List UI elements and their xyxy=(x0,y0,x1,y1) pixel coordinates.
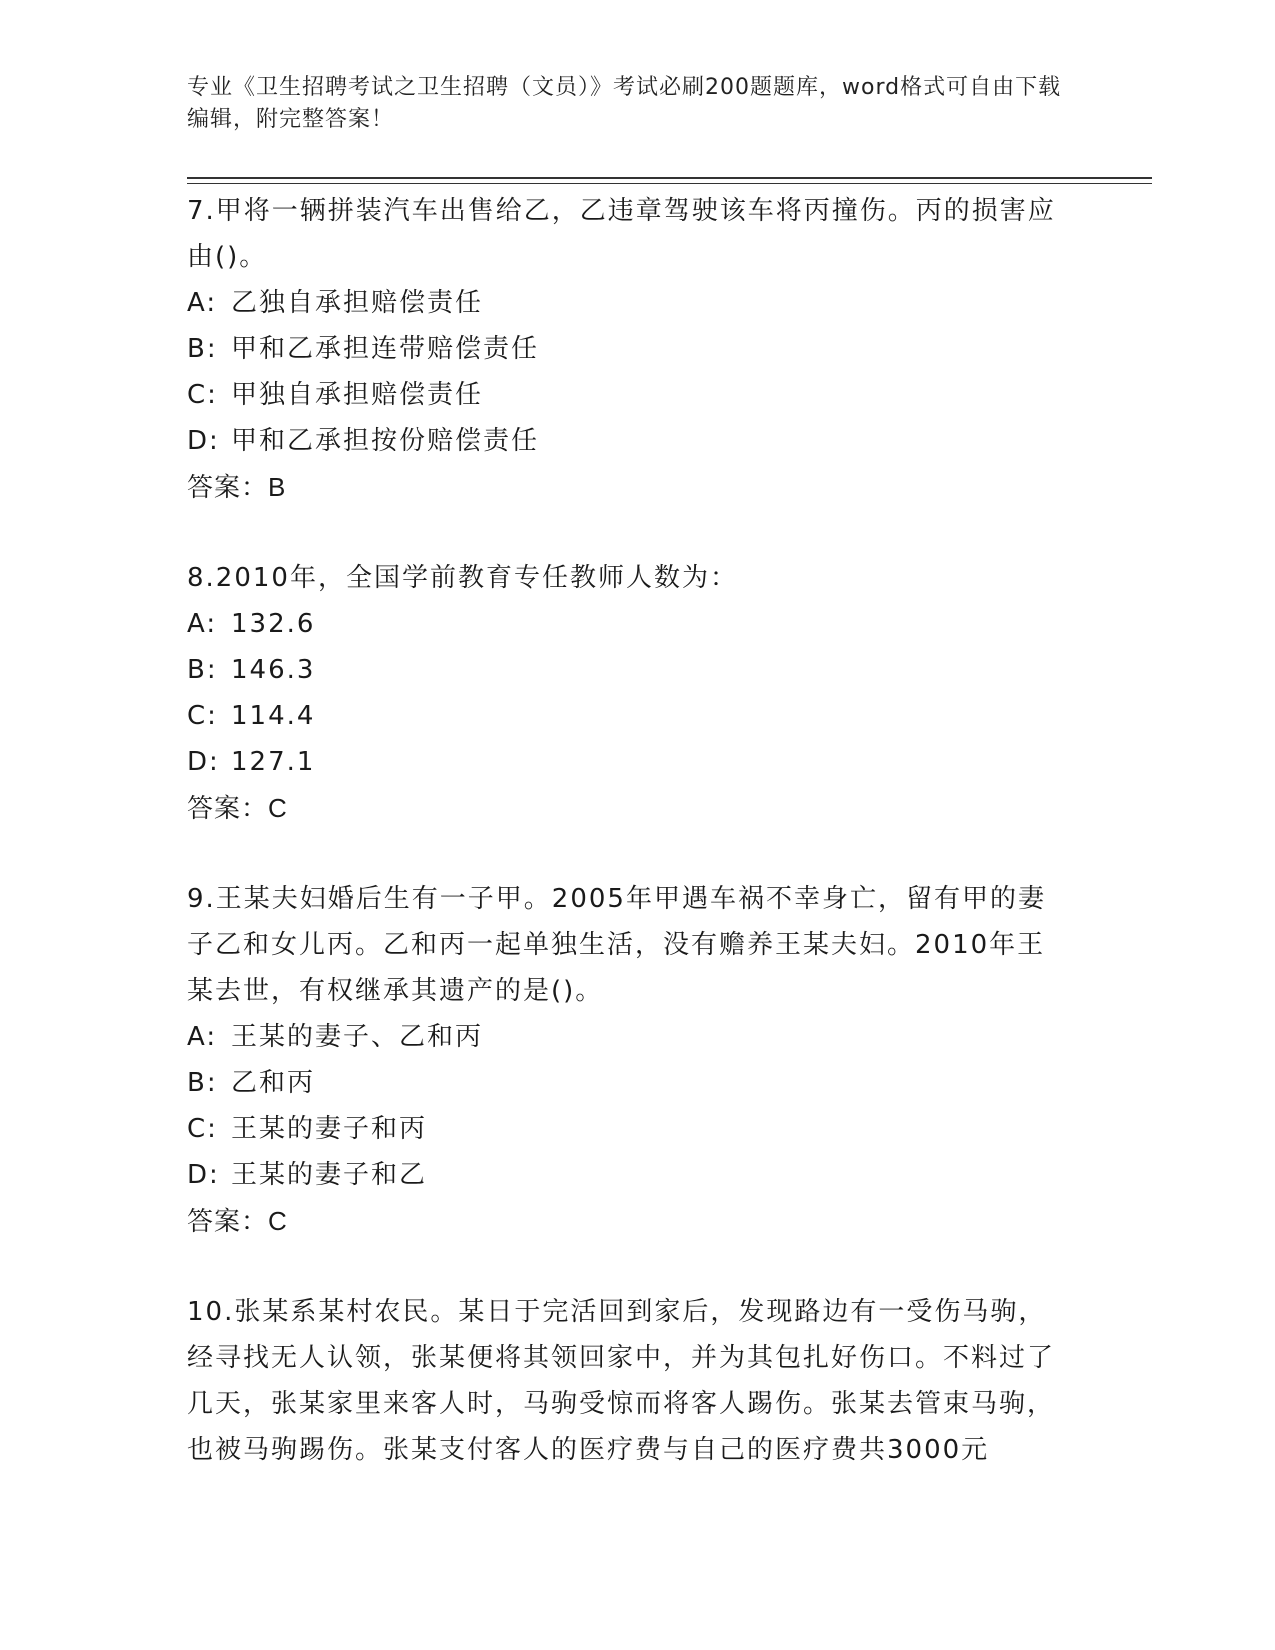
document-header xyxy=(187,72,1067,136)
question-item xyxy=(187,188,1067,510)
option-d xyxy=(187,739,1067,785)
option-letter: B: xyxy=(187,655,218,685)
option-text: 127.1 xyxy=(231,747,316,777)
option-b xyxy=(187,326,1067,372)
option-letter: A: xyxy=(187,1022,218,1052)
option-letter: D: xyxy=(187,1160,220,1190)
option-c xyxy=(187,693,1067,739)
option-letter: C: xyxy=(187,1114,218,1144)
option-text: 132.6 xyxy=(231,609,316,639)
option-text: 乙和丙 xyxy=(231,1068,316,1098)
option-text: 王某的妻子、乙和丙 xyxy=(231,1022,484,1052)
question-item xyxy=(187,555,1067,831)
option-letter: C: xyxy=(187,380,218,410)
option-letter: B: xyxy=(187,334,218,364)
option-c xyxy=(187,372,1067,418)
header-divider-thick xyxy=(187,177,1152,179)
question-stem: 7.甲将一辆拼装汽车出售给乙，乙违章驾驶该车将丙撞伤。丙的损害应由()。 xyxy=(187,196,1056,272)
header-text: 专业《卫生招聘考试之卫生招聘（文员）》考试必刷200题题库，word格式可自由下载编辑，附完整答案！ xyxy=(187,75,1062,132)
option-text: 甲和乙承担按份赔偿责任 xyxy=(231,426,540,456)
option-letter: D: xyxy=(187,426,220,456)
option-text: 甲独自承担赔偿责任 xyxy=(231,380,484,410)
question-item xyxy=(187,1289,1067,1473)
option-text: 王某的妻子和丙 xyxy=(231,1114,428,1144)
option-letter: D: xyxy=(187,747,220,777)
option-letter: A: xyxy=(187,609,218,639)
option-text: 王某的妻子和乙 xyxy=(231,1160,428,1190)
option-a xyxy=(187,1014,1067,1060)
option-d xyxy=(187,418,1067,464)
question-list xyxy=(187,188,1067,1518)
question-stem: 9.王某夫妇婚后生有一子甲。2005年甲遇车祸不幸身亡，留有甲的妻子乙和女儿丙。乙和丙一起单独生活，没有赡养王某夫妇。2010年王某去世，有权继承其遗产的是()。 xyxy=(187,884,1046,1006)
option-b xyxy=(187,647,1067,693)
option-b xyxy=(187,1060,1067,1106)
answer-line: 答案：C xyxy=(187,1206,288,1236)
option-letter: C: xyxy=(187,701,218,731)
option-letter: B: xyxy=(187,1068,218,1098)
option-letter: A: xyxy=(187,288,218,318)
answer-line: 答案：B xyxy=(187,472,287,502)
option-text: 乙独自承担赔偿责任 xyxy=(231,288,484,318)
option-text: 114.4 xyxy=(231,701,316,731)
question-stem: 8.2010年，全国学前教育专任教师人数为： xyxy=(187,563,738,593)
option-text: 146.3 xyxy=(231,655,316,685)
option-text: 甲和乙承担连带赔偿责任 xyxy=(231,334,540,364)
option-a xyxy=(187,280,1067,326)
option-d xyxy=(187,1152,1067,1198)
option-c xyxy=(187,1106,1067,1152)
option-a xyxy=(187,601,1067,647)
question-stem: 10.张某系某村农民。某日于完活回到家后，发现路边有一受伤马驹，经寻找无人认领，张某便将其领回家中，并为其包扎好伤口。不料过了几天，张某家里来客人时，马驹受惊而将客人踢伤。张某去管束马驹，也被马驹踢伤。张某支付客人的医疗费与自己的医疗费共3000元 xyxy=(187,1297,1056,1465)
header-divider-thin xyxy=(187,183,1152,184)
question-item xyxy=(187,876,1067,1244)
answer-line: 答案：C xyxy=(187,793,288,823)
